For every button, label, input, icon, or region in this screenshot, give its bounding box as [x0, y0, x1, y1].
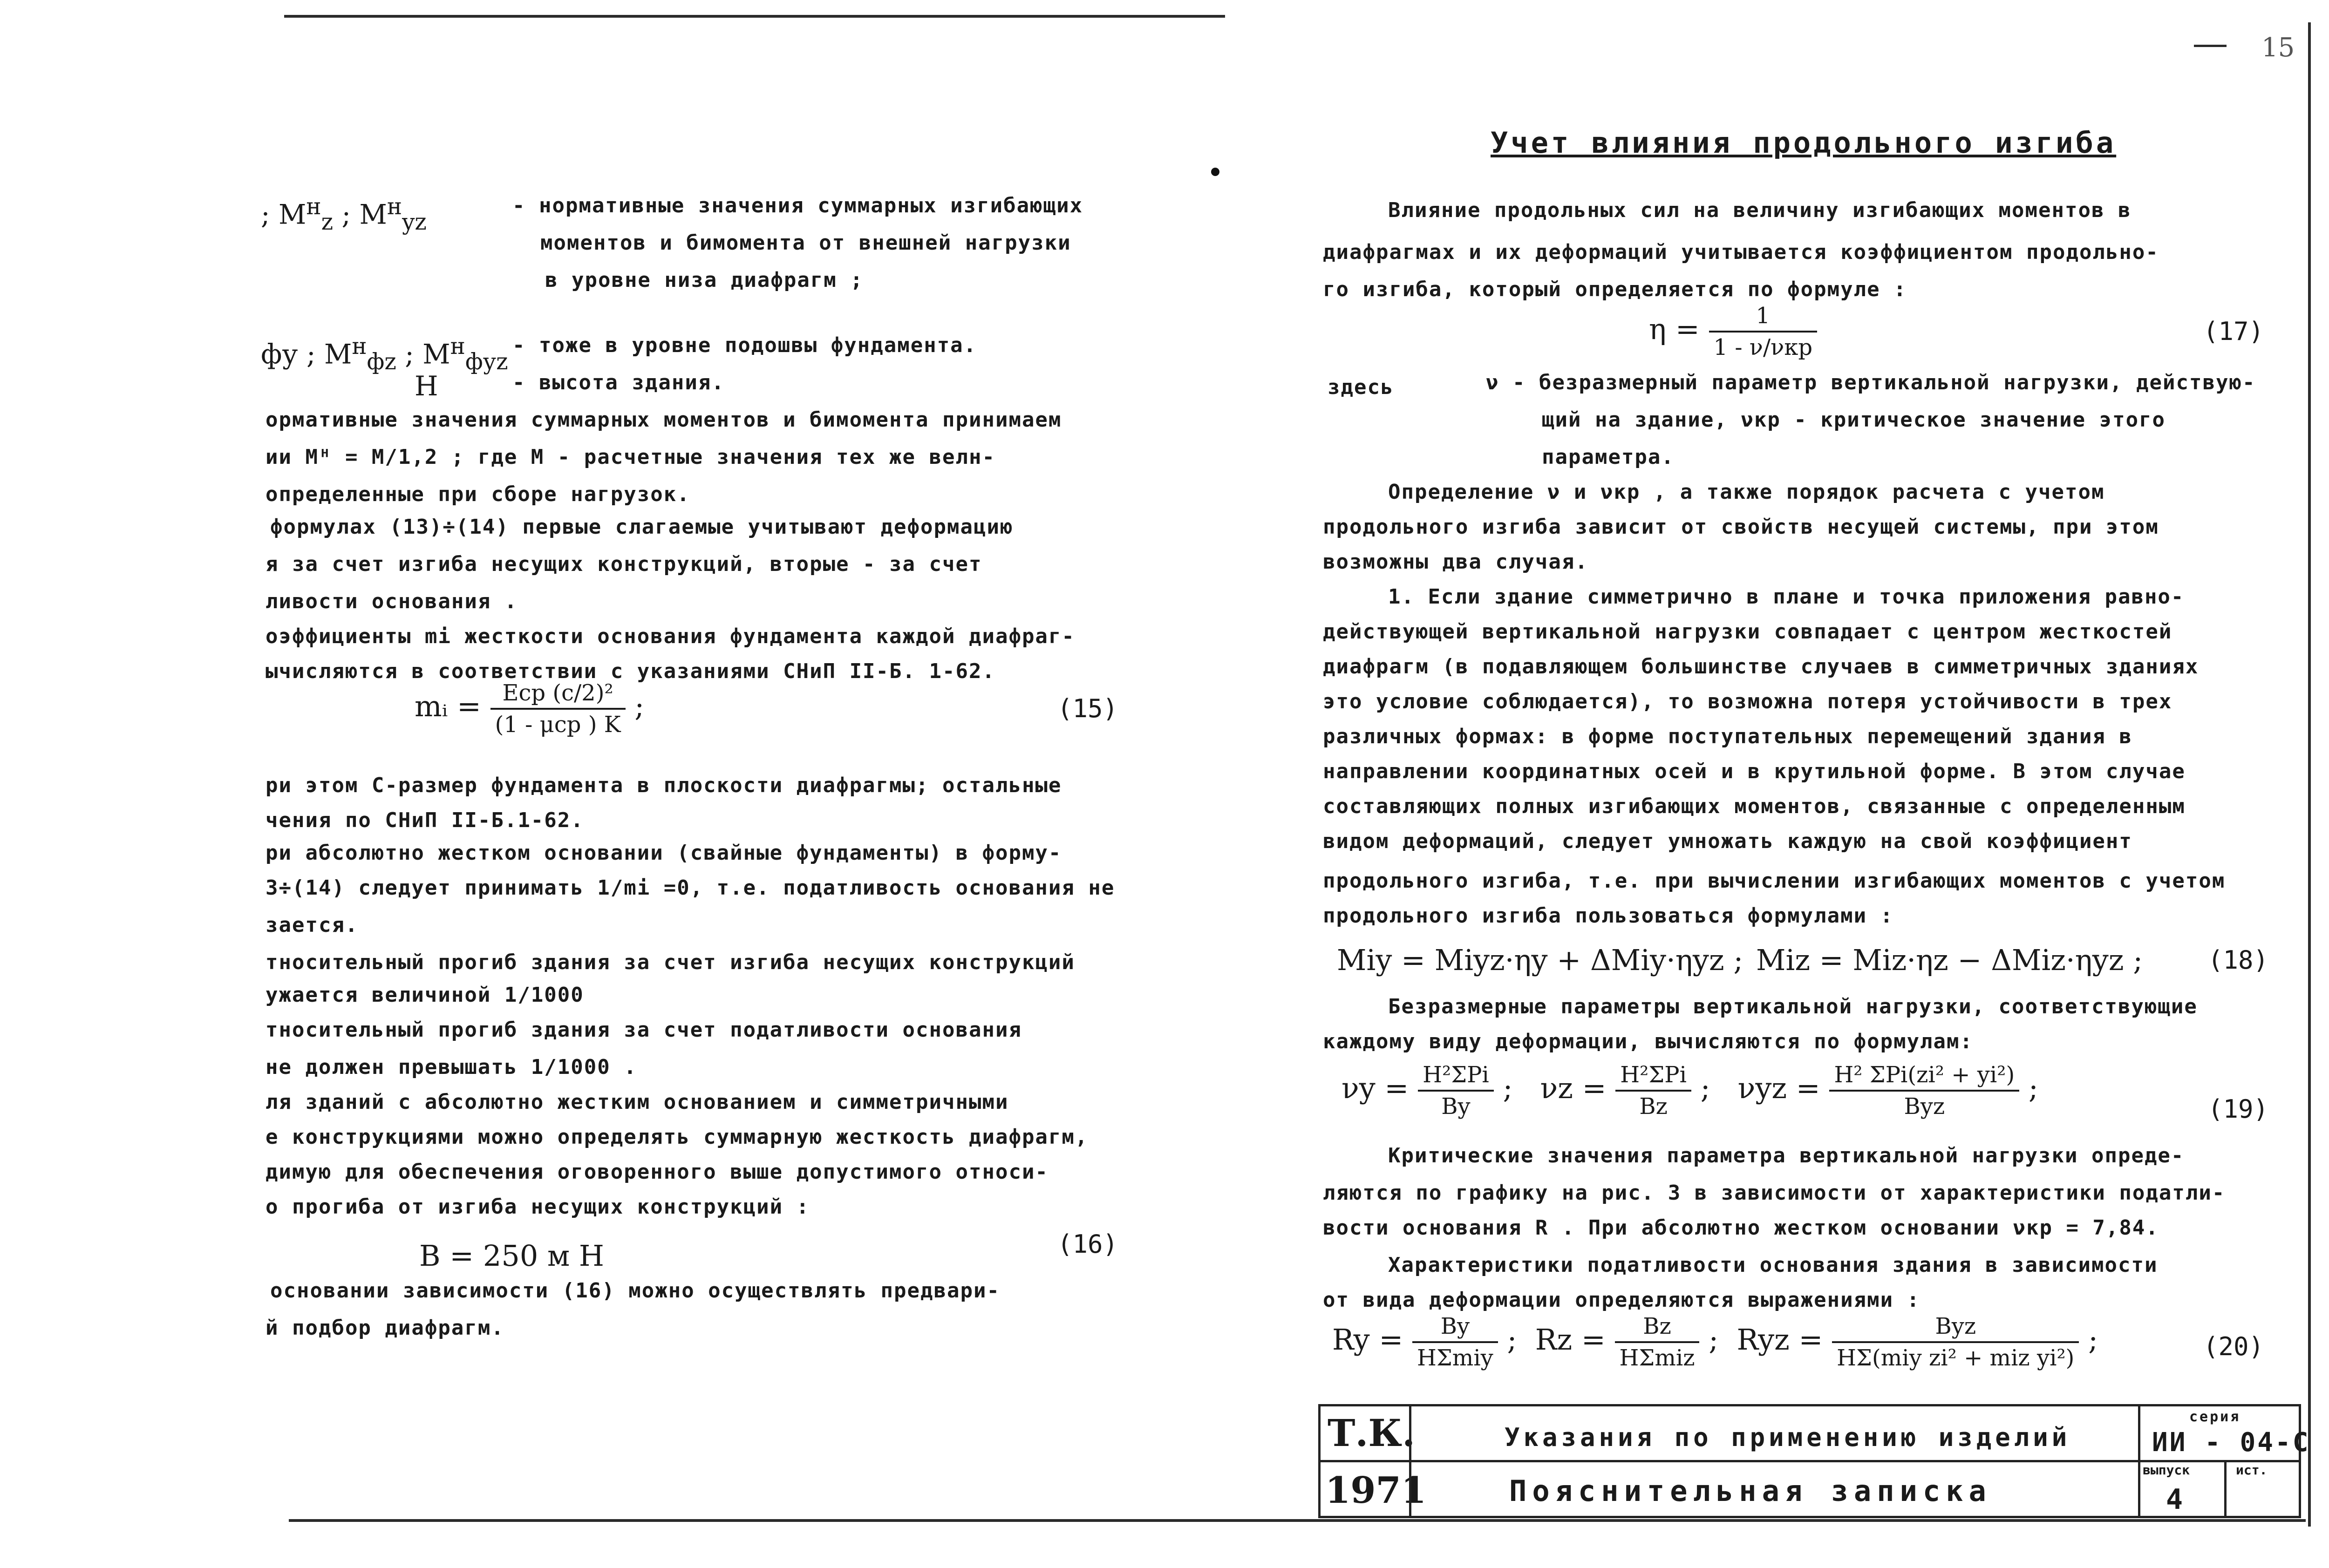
right-p4-d: это условие соблюдается), то возможна потеря устойчивости в трех	[1323, 690, 2172, 713]
formula-20-c-lhs: Ryz =	[1737, 1323, 1823, 1357]
left-p5-c: зается.	[266, 913, 359, 937]
right-p3-a: Определение ν и νкр , а также порядок расчета с учетом	[1388, 480, 2105, 504]
title-block-tk: Т.К.	[1328, 1411, 1416, 1455]
left-def-2a: - тоже в уровне подошвы фундамента.	[512, 333, 977, 357]
left-def-1b: моментов и бимомента от внешней нагрузки	[540, 231, 1071, 255]
formula-20-b-fraction	[1615, 1313, 1700, 1371]
formula-19-a-fraction	[1418, 1062, 1494, 1120]
right-p5-a: Безразмерные параметры вертикальной нагрузки, соответствующие	[1388, 995, 2198, 1018]
right-p4-i: продольного изгиба, т.е. при вычислении изгибающих моментов с учетом	[1323, 869, 2226, 893]
right-p4-c: диафрагм (в подавляющем большинстве случаев в симметричных зданиях	[1323, 655, 2199, 679]
left-p8-d: о прогиба от изгиба несущих конструкций :	[266, 1195, 810, 1219]
formula-19-a-lhs: νy =	[1342, 1071, 1409, 1106]
left-p7-b: не должен превышать 1/1000 .	[266, 1055, 637, 1079]
left-symbols-1: ; $M^н_z$ ; $M^н_{yz}$	[261, 194, 427, 235]
left-p2-a: формулах (13)÷(14) первые слагаемые учитывают деформацию	[270, 515, 1014, 539]
left-p1-c: определенные при сборе нагрузок.	[266, 482, 690, 506]
formula-20-c-num: Byz	[1832, 1313, 2079, 1343]
formula-20-c-fraction	[1832, 1313, 2079, 1371]
left-p8-c: димую для обеспечения оговоренного выше допустимого относи-	[266, 1160, 1049, 1184]
formula-20-a-lhs: Ry =	[1332, 1323, 1403, 1357]
left-def-1c: в уровне низа диафрагм ;	[545, 268, 864, 292]
eq-number-17: (17)	[2203, 317, 2264, 346]
left-p7-a: тносительный прогиб здания за счет податливости основания	[266, 1018, 1022, 1042]
title-block-issue-label: выпуск	[2143, 1462, 2190, 1478]
formula-19-b-lhs: νz =	[1540, 1071, 1607, 1106]
formula-19-b-fraction	[1615, 1062, 1691, 1120]
left-p6-b: ужается величиной 1/1000	[266, 983, 584, 1007]
formula-18-a: Miy = Miyz·ηy + ΔMiy·ηyz ;	[1337, 943, 1743, 977]
right-p6-c: вости основания R . При абсолютно жестком основании νкр = 7,84.	[1323, 1216, 2159, 1240]
right-p7-a: Характеристики податливости основания здания в зависимости	[1388, 1253, 2158, 1277]
title-block-sheet-label: ист.	[2236, 1462, 2268, 1478]
right-p3-b: продольного изгиба зависит от свойств несущей системы, при этом	[1323, 515, 2159, 539]
title-block-row2: Пояснительная записка	[1509, 1474, 1992, 1508]
left-p1-a: ормативные значения суммарных моментов и бимомента принимаем	[266, 408, 1062, 432]
right-p7-b: от вида деформации определяются выражениями :	[1323, 1288, 1920, 1312]
right-p5-b: каждому виду деформации, вычисляются по формулам:	[1323, 1030, 1974, 1053]
left-p2-c: ливости основания .	[266, 590, 518, 613]
formula-20-c-den: HΣ(miy zi² + miz yi²)	[1837, 1345, 2075, 1371]
formula-17-den: 1 - ν/νкр	[1713, 334, 1813, 360]
formula-19-c-num: H² ΣPi(zi² + yi²)	[1829, 1062, 2019, 1092]
right-p2-a: ν - безразмерный параметр вертикальной нагрузки, действую-	[1486, 371, 2256, 394]
formula-19-a-den: By	[1441, 1093, 1471, 1120]
formula-19-c-fraction	[1829, 1062, 2019, 1120]
left-p9-b: й подбор диафрагм.	[266, 1316, 504, 1340]
formula-19-c-lhs: νyz =	[1737, 1071, 1820, 1106]
formula-15-fraction	[490, 680, 626, 738]
formula-17-num: 1	[1709, 303, 1818, 333]
formula-18-b: Miz = Miz·ηz − ΔMiz·ηyz ;	[1756, 943, 2143, 977]
right-p4-a: 1. Если здание симметрично в плане и точка приложения равно-	[1388, 585, 2185, 609]
title-block-year: 1971	[1325, 1469, 1427, 1512]
formula-20-a-num: By	[1412, 1313, 1498, 1343]
right-p1-a: Влияние продольных сил на величину изгибающих моментов в	[1388, 198, 2132, 222]
title-block-row1: Указания по применению изделий	[1505, 1423, 2071, 1452]
eq-number-16: (16)	[1057, 1229, 1118, 1259]
left-p9-a: основании зависимости (16) можно осуществлять предвари-	[270, 1279, 1000, 1303]
right-margin-line	[2308, 22, 2311, 1527]
formula-16: B = 250 м H	[419, 1239, 604, 1273]
left-p3-b: ычисляются в соответствии с указаниями СНиП II-Б. 1-62.	[266, 659, 995, 683]
left-def-2b: - высота здания.	[512, 371, 725, 394]
left-p8-b: е конструкциями можно определять суммарную жесткость диафрагм,	[266, 1125, 1089, 1149]
title-block-issue-value: 4	[2166, 1483, 2183, 1516]
center-dot	[1211, 168, 1219, 176]
eq-number-19: (19)	[2208, 1094, 2269, 1124]
eq-number-15: (15)	[1057, 694, 1118, 723]
left-p4-a: ри этом C-размер фундамента в плоскости диафрагмы; остальные	[266, 774, 1062, 797]
left-p6-a: тносительный прогиб здания за счет изгиба несущих конструкций	[266, 950, 1075, 974]
top-rule-right	[2194, 45, 2227, 47]
eq-number-20: (20)	[2203, 1332, 2264, 1361]
title-block-series-label: серия	[2189, 1409, 2241, 1425]
formula-15: mᵢ = $\frac{\text{Eср (c/2)²}}{\text{(1 - μср ) K}}$ ;	[415, 680, 645, 738]
left-def-1a: - нормативные значения суммарных изгибающих	[512, 194, 1083, 217]
right-p1-b: диафрагмах и их деформаций учитывается коэффициентом продольно-	[1323, 240, 2159, 264]
right-p2-c: параметра.	[1542, 445, 1675, 469]
left-p2-b: я за счет изгиба несущих конструкций, вторые - за счет	[266, 552, 982, 576]
right-p4-b: действующей вертикальной нагрузки совпадает с центром жесткостей	[1323, 620, 2172, 644]
formula-19-c-den: Byz	[1904, 1093, 1945, 1120]
formula-19: νy = $\frac{\text{H²ΣPi}}{By}$ ; νz = $\frac{\text{H²ΣPi}}{Bz}$ ; νyz = $\frac{\text{H² ΣPi(zi² + yi²)}}{\text{Byz}}$ ;	[1342, 1062, 2038, 1120]
formula-19-a-num: H²ΣPi	[1418, 1062, 1494, 1092]
formula-15-lhs: mᵢ =	[415, 689, 481, 724]
formula-19-b-den: Bz	[1639, 1093, 1668, 1120]
formula-15-num: Eср (c/2)²	[490, 680, 626, 710]
left-symbol-h: H	[415, 370, 438, 402]
formula-20-a-fraction	[1412, 1313, 1498, 1371]
formula-20-b-lhs: Rz =	[1535, 1323, 1606, 1357]
right-p4-e: различных формах: в форме поступательных перемещений здания в	[1323, 725, 2132, 748]
formula-20: Ry = $\frac{By}{\text{HΣmiy}}$ ; Rz = $\frac{Bz}{\text{HΣmiz}}$ ; Ryz = $\frac{\text{Byz}}{\text{HΣ(miy zi² + miz yi²)}}$ ;	[1332, 1313, 2098, 1371]
right-p4-g: составляющих полных изгибающих моментов, связанные с определенным	[1323, 794, 2186, 818]
right-p6-b: ляются по графику на рис. 3 в зависимости от характеристики податли-	[1323, 1181, 2226, 1205]
right-p2-b: щий на здание, νкр - критическое значение этого	[1542, 408, 2166, 432]
formula-20-a-den: HΣmiy	[1417, 1345, 1493, 1371]
top-rule-left	[284, 15, 1225, 18]
right-p4-f: направлении координатных осей и в крутильной форме. В этом случае	[1323, 760, 2186, 783]
left-p5-b: 3÷(14) следует принимать 1/mi =0, т.е. податливость основания не	[266, 876, 1115, 900]
formula-20-b-den: HΣmiz	[1619, 1345, 1695, 1371]
formula-17-lhs: η =	[1649, 312, 1700, 346]
right-p4-j: продольного изгиба пользоваться формулами :	[1323, 904, 1894, 928]
left-p8-a: ля зданий с абсолютно жестким основанием и симметричными	[266, 1090, 1009, 1114]
right-p4-h: видом деформаций, следует умножать каждую на свой коэффициент	[1323, 829, 2132, 853]
left-p3-a: оэффициенты mi жесткости основания фундамента каждой диафраг-	[266, 624, 1075, 648]
formula-19-b-num: H²ΣPi	[1615, 1062, 1691, 1092]
left-p5-a: ри абсолютно жестком основании (свайные фундаменты) в форму-	[266, 841, 1062, 865]
right-p6-a: Критические значения параметра вертикальной нагрузки опреде-	[1388, 1144, 2185, 1168]
formula-20-b-num: Bz	[1615, 1313, 1700, 1343]
left-p1-b: ии Mᴴ = M/1,2 ; где M - расчетные значения тех же велн-	[266, 445, 995, 469]
formula-17	[1649, 303, 1817, 360]
page-number: 15	[2261, 33, 2295, 63]
bottom-rule	[289, 1519, 2306, 1522]
right-p3-c: возможны два случая.	[1323, 550, 1588, 574]
formula-17-fraction	[1709, 303, 1818, 360]
title-block-series-value: ИИ - 04-С	[2152, 1427, 2310, 1458]
left-p4-b: чения по СНиП II-Б.1-62.	[266, 808, 584, 832]
right-p1-c: го изгиба, который определяется по формуле :	[1323, 278, 1907, 301]
right-here: здесь	[1328, 375, 1394, 399]
eq-number-18: (18)	[2208, 945, 2269, 975]
section-heading: Учет влияния продольного изгиба	[1491, 126, 2117, 160]
left-symbols-2: фу ; $M^н_{фz}$ ; $M^н_{фуz}$	[261, 333, 508, 375]
formula-15-den: (1 - μср ) K	[495, 712, 621, 738]
